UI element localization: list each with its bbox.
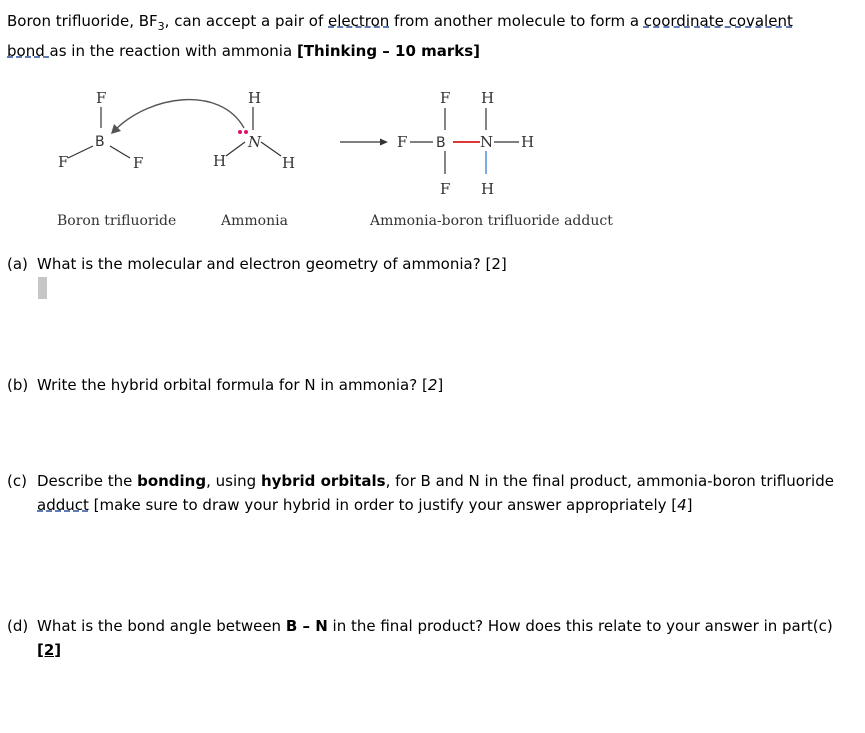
adduct-h-top: H: [481, 89, 495, 107]
question-d-line-2: [7, 638, 847, 662]
question-c-text-3: , for B and N in the final product, ammonia-boron trifluoride: [385, 472, 834, 490]
nh3-n-atom: N: [248, 133, 262, 151]
question-c-text-4: [make sure to draw your hybrid in order to justify your answer appropriately [: [88, 496, 678, 514]
label-adduct: Ammonia-boron trifluoride adduct: [370, 213, 613, 229]
question-b-label: (b): [7, 376, 29, 394]
question-c-line-2: [7, 493, 847, 517]
nh3-bond-left: [226, 142, 245, 156]
nh3-h-right: H: [282, 154, 296, 172]
intro-text-4: as in the reaction with ammonia: [49, 42, 297, 60]
intro-text-1: Boron trifluoride, BF: [7, 12, 158, 30]
bf3-f-top: F: [96, 89, 107, 107]
question-c-label: (c): [7, 472, 27, 490]
question-c-marks-num: 4: [677, 496, 687, 514]
nh3-bond-right: [261, 142, 281, 156]
question-a-marks: [2]: [485, 255, 507, 273]
adduct-n-atom: N: [480, 133, 494, 151]
reaction-arrow-head: [380, 139, 388, 146]
question-a: [7, 252, 847, 276]
question-d-marks: [2]: [37, 641, 62, 659]
question-a-label: (a): [7, 255, 28, 273]
lone-pair-dot-1: [238, 130, 242, 134]
intro-paragraph: [7, 9, 857, 63]
question-d: [7, 614, 847, 662]
label-ammonia: Ammonia: [221, 213, 288, 229]
intro-text-3: from another molecule to form a: [389, 12, 644, 30]
question-a-text: What is the molecular and electron geometry of ammonia?: [37, 255, 486, 273]
adduct-f-left: F: [397, 133, 408, 151]
question-c-bold-bonding: bonding: [137, 472, 207, 490]
adduct-f-top: F: [440, 89, 451, 107]
nh3-h-top: H: [248, 89, 262, 107]
bf3-f-right: F: [133, 154, 144, 172]
adduct-b-atom: B: [436, 135, 446, 151]
question-c-text-5: ]: [686, 496, 693, 514]
question-b: [7, 373, 847, 397]
bf3-b-atom: B: [95, 134, 105, 150]
bond-link[interactable]: bond: [7, 42, 50, 60]
question-d-label: (d): [7, 617, 29, 635]
intro-text-2: , can accept a pair of: [164, 12, 328, 30]
electron-link[interactable]: electron: [328, 12, 390, 30]
curved-arrow: [115, 100, 244, 130]
reaction-diagram: [0, 80, 865, 240]
adduct-h-right: H: [521, 133, 535, 151]
bf3-bond-right: [110, 146, 130, 158]
question-d-text-2: in the final product? How does this relate to your answer in part(c): [327, 617, 833, 635]
question-c-bold-hybrid: hybrid orbitals: [260, 472, 386, 490]
coordinate-covalent-link[interactable]: coordinate covalent: [643, 12, 793, 30]
bf3-bond-left: [68, 146, 93, 158]
question-b-marks-open: [: [421, 376, 428, 394]
adduct-h-bottom: H: [481, 180, 495, 198]
bf3-f-left: F: [58, 153, 69, 171]
question-b-marks-num: 2: [427, 376, 438, 394]
marks-header: [Thinking – 10 marks]: [296, 42, 481, 60]
question-c-text-2: , using: [206, 472, 261, 490]
question-d-bold: B – N: [285, 617, 328, 635]
label-boron-trifluoride: Boron trifluoride: [57, 213, 177, 229]
question-c-text-1: Describe the: [37, 472, 138, 490]
question-b-marks-close: ]: [437, 376, 444, 394]
adduct-link[interactable]: adduct: [37, 496, 89, 514]
question-d-text-1: What is the bond angle between: [37, 617, 286, 635]
subscript-3: 3: [157, 20, 165, 33]
question-c: [7, 469, 847, 517]
nh3-h-left: H: [213, 152, 227, 170]
question-b-text: Write the hybrid orbital formula for N in ammonia?: [37, 376, 422, 394]
text-cursor: [38, 277, 47, 299]
adduct-f-bottom: F: [440, 180, 451, 198]
